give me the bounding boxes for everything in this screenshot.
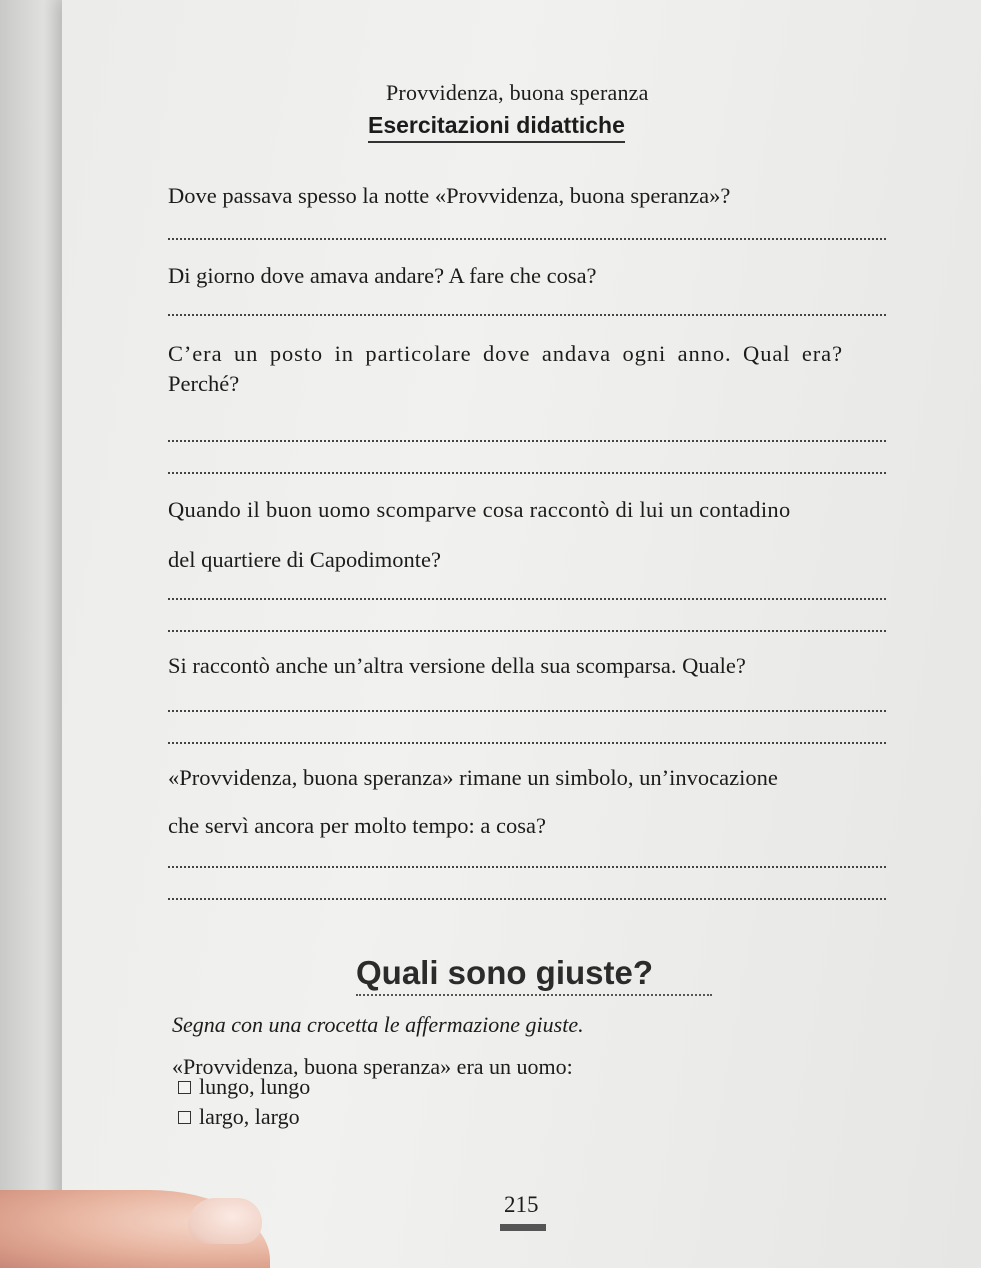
question-6: «Provvidenza, buona speranza» rimane un simbolo, un’invocazione <box>168 765 778 790</box>
option-label: lungo, lungo <box>199 1074 311 1099</box>
question-1: Dove passava spesso la notte «Provvidenza, buona speranza»? <box>168 183 731 208</box>
question-4-line2: del quartiere di Capodimonte? <box>168 547 442 572</box>
checkbox[interactable] <box>178 1081 191 1094</box>
question-6-line2: che servì ancora per molto tempo: a cosa? <box>168 813 546 838</box>
answer-line <box>168 472 886 474</box>
quiz-option-2[interactable] <box>178 1104 300 1130</box>
answer-line <box>168 314 886 316</box>
quiz-option-1[interactable] <box>178 1074 310 1100</box>
quiz-prompt: «Provvidenza, buona speranza» era un uomo: <box>172 1054 573 1079</box>
quiz-instruction: Segna con una crocetta le affermazione giuste. <box>172 1012 584 1037</box>
answer-line <box>168 598 886 600</box>
option-label: largo, largo <box>199 1104 300 1129</box>
answer-line <box>168 866 886 868</box>
question-5: Si raccontò anche un’altra versione della sua scomparsa. Quale? <box>168 653 746 678</box>
question-4: Quando il buon uomo scomparve cosa raccontò di lui un contadino <box>168 497 791 522</box>
question-2: Di giorno dove amava andare? A fare che cosa? <box>168 263 597 288</box>
answer-line <box>168 710 886 712</box>
question-3-line2: Perché? <box>168 371 240 396</box>
answer-line <box>168 440 886 442</box>
question-3: C’era un posto in particolare dove andava ogni anno. Qual era? <box>168 341 843 366</box>
book-spine <box>0 0 62 1268</box>
answer-line <box>168 898 886 900</box>
quiz-title-underline <box>356 994 712 996</box>
answer-line <box>168 742 886 744</box>
page-number: 215 <box>504 1192 539 1217</box>
page-number-bar <box>500 1224 546 1231</box>
checkbox[interactable] <box>178 1111 191 1124</box>
answer-line <box>168 238 886 240</box>
thumbnail-fingernail <box>188 1198 262 1244</box>
answer-line <box>168 630 886 632</box>
quiz-title: Quali sono giuste? <box>356 954 654 991</box>
chapter-title: Provvidenza, buona speranza <box>386 80 649 105</box>
section-title: Esercitazioni didattiche <box>368 112 625 143</box>
